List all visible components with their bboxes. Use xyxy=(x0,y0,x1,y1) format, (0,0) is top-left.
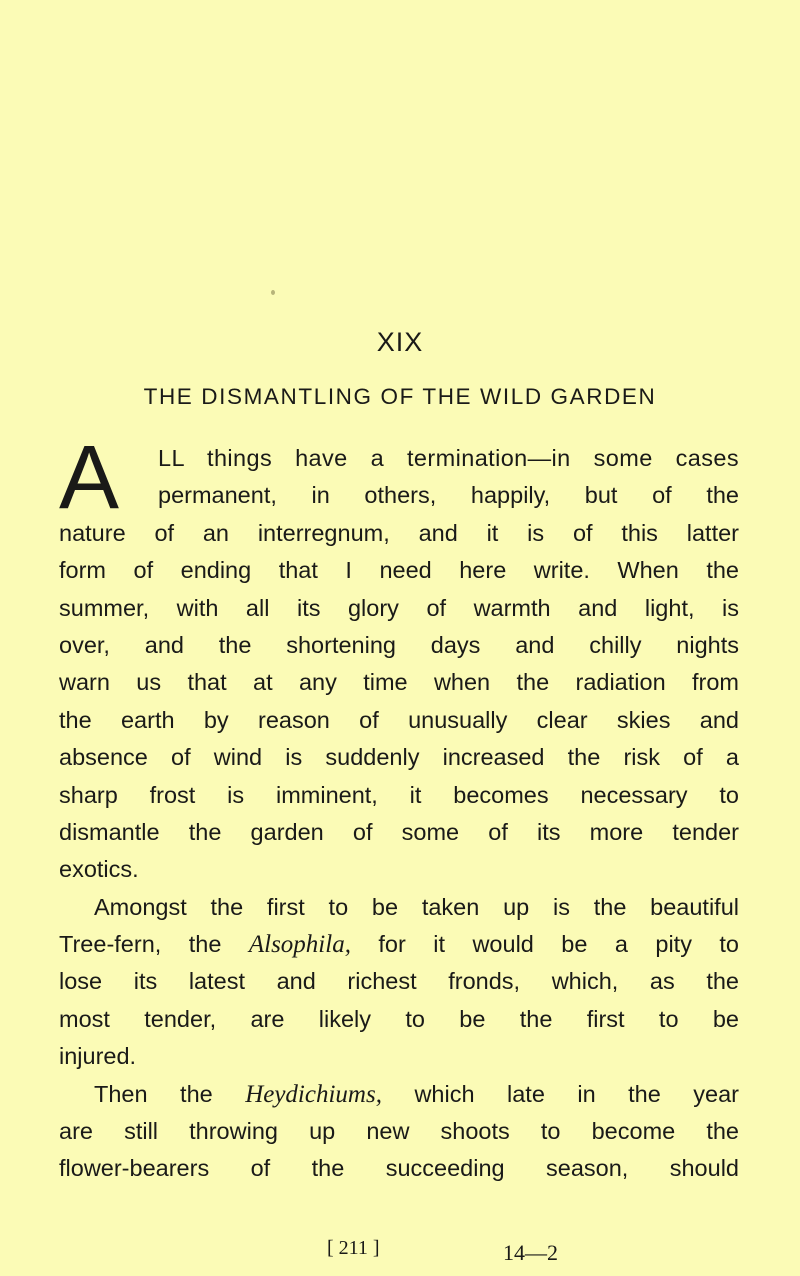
text-run: Then the xyxy=(94,1080,246,1107)
text-line: injured. xyxy=(59,1043,137,1070)
drop-cap: A xyxy=(59,428,120,528)
text-run: for it would be a pity to xyxy=(350,931,740,958)
chapter-title: THE DISMANTLING OF THE WILD GARDEN xyxy=(143,384,657,409)
text-line: dismantle the garden of some of its more tender xyxy=(59,818,739,845)
text-line: nature of an interregnum, and it is of this latter xyxy=(59,519,739,546)
text-line: LL things have a termination—in some cases xyxy=(158,445,739,471)
text-line: sharp frost is imminent, it becomes necessary to xyxy=(59,781,739,808)
text-line: most tender, are likely to be the first to be xyxy=(59,1005,739,1032)
text-line: absence of wind is suddenly increased the risk of a xyxy=(59,744,739,771)
text-line: lose its latest and richest fronds, which, as the xyxy=(59,968,739,995)
text-line: exotics. xyxy=(59,856,139,883)
text-line: form of ending that I need here write. When the xyxy=(59,557,739,584)
text-line: are still throwing up new shoots to become the xyxy=(59,1118,739,1145)
text-line: over, and the shortening days and chilly nights xyxy=(59,631,739,658)
text-line xyxy=(59,926,739,963)
text-run: which late in the year xyxy=(381,1080,739,1107)
italic-plant-name: Alsophila, xyxy=(248,931,351,959)
chapter-number: XIX xyxy=(376,327,424,357)
text-line: permanent, in others, happily, but of the xyxy=(158,482,739,509)
text-line: warn us that at any time when the radiation from xyxy=(59,669,739,696)
page-footer xyxy=(0,1237,800,1267)
text-run: Tree-fern, the xyxy=(59,931,249,958)
body-text xyxy=(59,440,739,1188)
text-line xyxy=(59,1076,739,1113)
text-line: summer, with all its glory of warmth and light, is xyxy=(59,594,739,621)
paper-speck xyxy=(271,290,275,295)
italic-plant-name: Heydichiums, xyxy=(245,1080,382,1108)
signature-mark: 14—2 xyxy=(503,1240,558,1265)
text-line: Amongst the first to be taken up is the beautiful xyxy=(94,893,739,920)
text-line: flower-bearers of the succeeding season, should xyxy=(59,1155,739,1182)
page-number: [ 211 ] xyxy=(327,1237,380,1259)
text-line: the earth by reason of unusually clear skies and xyxy=(59,706,739,733)
